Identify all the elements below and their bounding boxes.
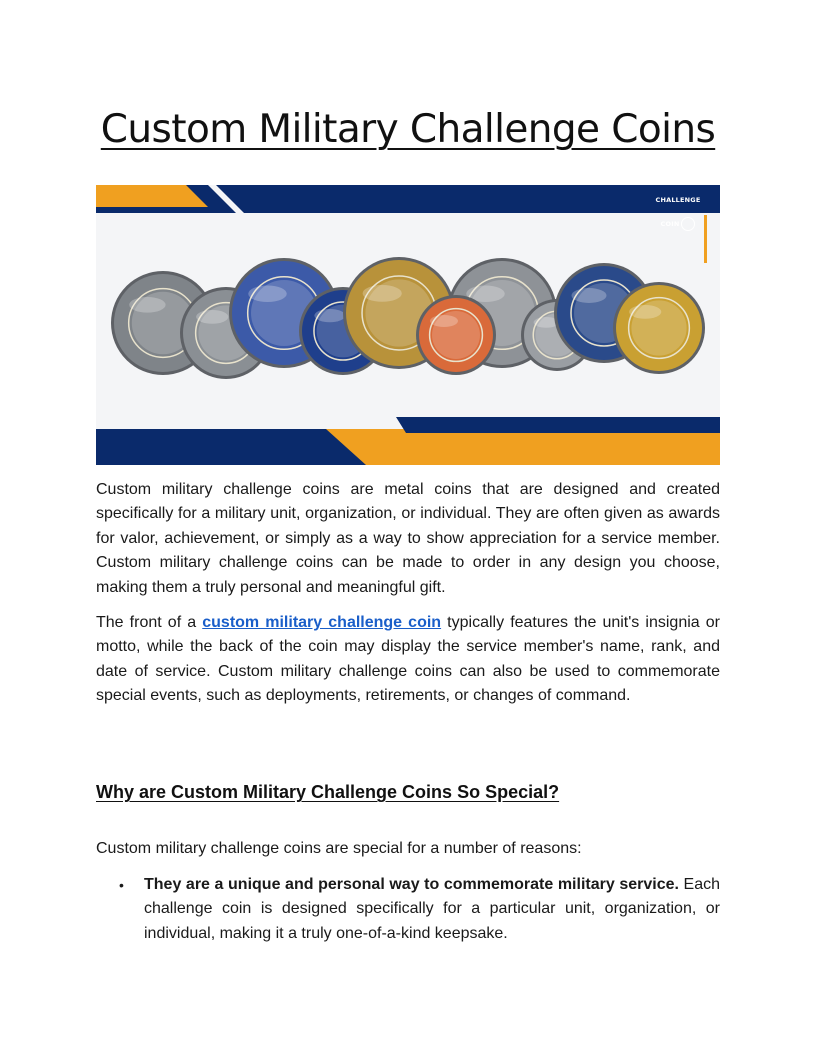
challenge-coin [416, 295, 496, 375]
challenge-coin [613, 282, 705, 374]
banner-orange-stripe-bottom [326, 429, 720, 465]
list-item-text: Each challenge coin is designed specifically for a particular unit, organization, or individual, making it a truly one-of-a-kind keepsake. [144, 876, 720, 942]
challenge-coin-logo: CHALLENGE COIN [648, 188, 708, 212]
paragraph-reasons: Custom military challenge coins are special for a number of reasons: [96, 840, 582, 857]
paragraph-front-back: The front of a custom military challenge coin typically features the unit's insignia or motto, while the back of the coin may display the service member's name, rank, and date of service. Custom military challenge coins can also be used to commemorate special events, such as deployments, retirements, or changes of command. [96, 614, 721, 705]
paragraph-intro: Custom military challenge coins are metal coins that are designed and created specifically for a military unit, organization, or individual. They are often given as awards for valor, achievement, or simply as a way to show appreciation for a service member. Custom military challenge coins can be made to order in any design you choose, making them a truly personal and meaningful gift. [96, 481, 720, 596]
custom-coin-link[interactable]: custom military challenge coin [202, 614, 442, 631]
banner-orange-accent [704, 215, 707, 263]
coin-logo-icon [681, 217, 695, 231]
section-heading: Why are Custom Military Challenge Coins So Special? [96, 782, 560, 802]
list-item [119, 873, 720, 946]
page-title: Custom Military Challenge Coins [100, 107, 716, 152]
banner-navy-stripe-top [216, 185, 720, 213]
bullet-icon: • [119, 877, 124, 893]
banner-navy-stripe-bottom-right [396, 417, 720, 433]
list-item-bold: They are a unique and personal way to commemorate military service. [144, 876, 679, 893]
banner-graphic [96, 185, 720, 465]
reasons-list [119, 873, 720, 946]
banner-image [96, 185, 720, 465]
coin-group [111, 257, 705, 379]
